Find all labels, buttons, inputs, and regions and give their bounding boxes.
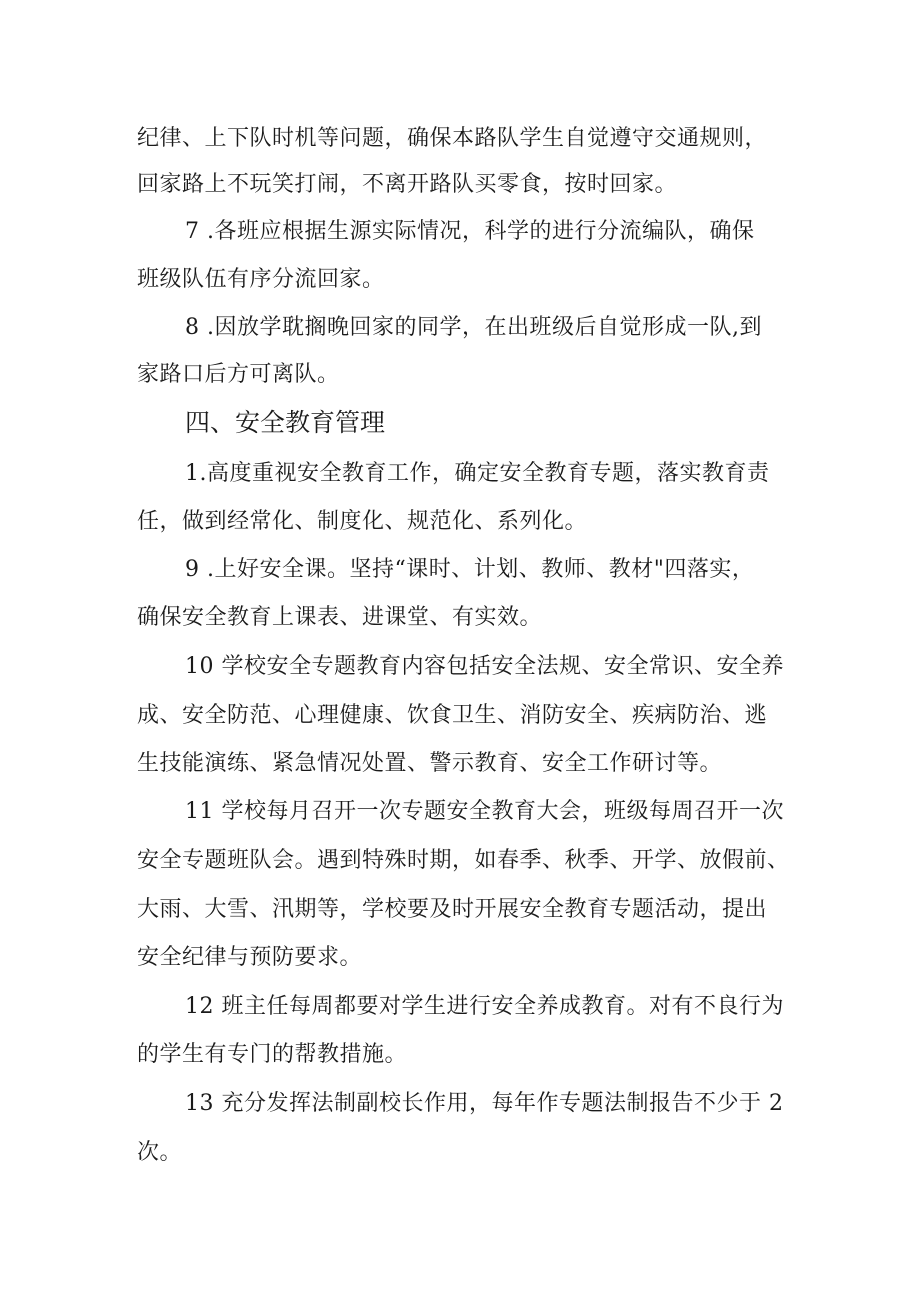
text-line: 成、安全防范、心理健康、饮食卫生、消防安全、疾病防治、逃: [137, 703, 768, 728]
paragraph-10-line-1: 10 学校安全专题教育内容包括安全法规、安全常识、安全养: [185, 654, 784, 679]
text-line: 大雨、大雪、汛期等，学校要及时开展安全教育专题活动，提出: [137, 897, 768, 922]
paragraph-9-line-1: 9 .上好安全课。坚持“课时、计划、教师、教材"四落实，: [185, 557, 755, 582]
text-line: 纪律、上下队时机等问题，确保本路队学生自觉遵守交通规则，: [137, 126, 768, 151]
paragraph-1-line-1: 1.高度重视安全教育工作，确定安全教育专题，落实教育责: [185, 461, 770, 486]
section-heading: 四、安全教育管理: [185, 408, 386, 437]
paragraph-11-line-1: 11 学校每月召开一次专题安全教育大会，班级每周召开一次: [185, 799, 784, 824]
text-line: 安全专题班队会。遇到特殊时期，如春季、秋季、开学、放假前、: [137, 848, 790, 873]
text-line: 任，做到经常化、制度化、规范化、系列化。: [137, 509, 588, 534]
text-line: 确保安全教育上课表、进课堂、有实效。: [137, 605, 543, 630]
paragraph-8-line-1: 8 .因放学耽搁晚回家的同学，在出班级后自觉形成一队,到: [185, 315, 762, 340]
text-line: 家路口后方可离队。: [137, 362, 340, 387]
text-line: 回家路上不玩笑打闹，不离开路队买零食，按时回家。: [137, 172, 678, 197]
text-line: 班级队伍有序分流回家。: [137, 267, 385, 292]
paragraph-13-line-1: 13 充分发挥法制副校长作用，每年作专题法制报告不少于 2: [185, 1091, 784, 1116]
text-line: 的学生有专门的帮教措施。: [137, 1042, 408, 1067]
text-line: 安全纪律与预防要求。: [137, 945, 363, 970]
text-line: 生技能演练、紧急情况处置、警示教育、安全工作研讨等。: [137, 751, 723, 776]
paragraph-12-line-1: 12 班主任每周都要对学生进行安全养成教育。对有不良行为: [185, 994, 784, 1019]
text-line: 次。: [137, 1140, 183, 1165]
paragraph-7-line-1: 7 .各班应根据生源实际情况，科学的进行分流编队，确保: [185, 219, 755, 244]
